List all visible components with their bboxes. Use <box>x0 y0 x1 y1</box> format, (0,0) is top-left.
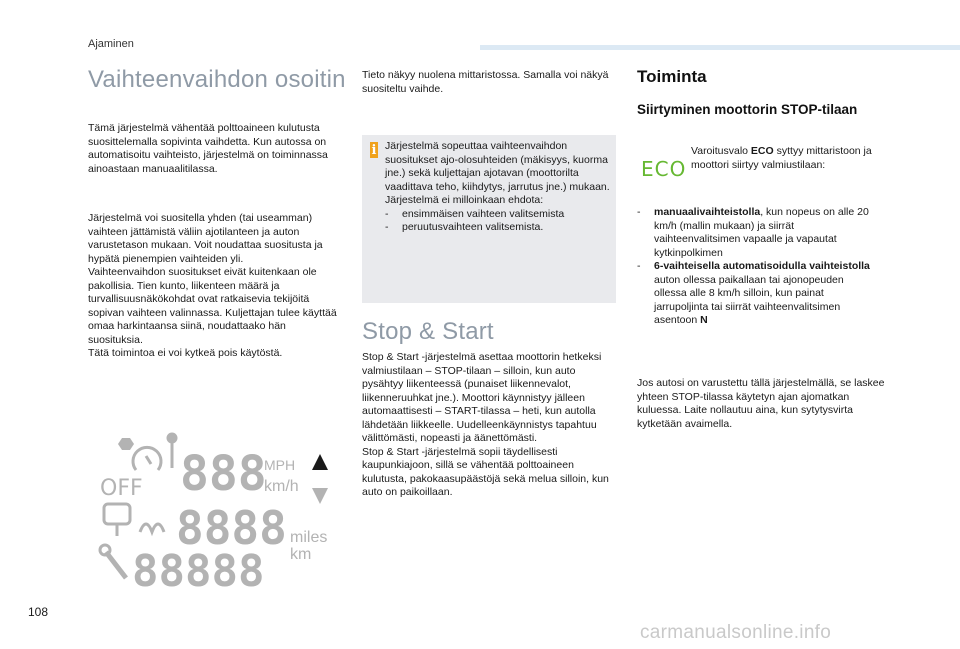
trip-digits: 8888 <box>176 501 287 555</box>
section-label: Ajaminen <box>88 38 134 50</box>
counter-note <box>637 377 889 431</box>
paragraph-text: Tieto näkyy nuolena mittaristossa. Samalla voi näkyä suositeltu vaihde. <box>362 69 609 95</box>
text-run: Varoitusvalo <box>691 145 751 157</box>
text-run-bold: 6-vaihteisella automatisoidulla vaihteistolla <box>654 260 870 272</box>
speed-digits: 888 <box>180 446 267 502</box>
section-title: Toiminta <box>637 67 707 86</box>
info-box-paragraph: Järjestelmä sopeuttaa vaihteenvaihdon suositukset ajo-olosuhteiden (mäkisyys, kuorma jne.) sekä kuljettajan ajotavan (moottorilta vaadittava teho, kiihdytys, jarrutus jne.) mukaan. <box>385 140 610 193</box>
info-box <box>362 135 616 303</box>
paragraph-text: Stop & Start -järjestelmä asettaa moottorin hetkeksi valmiustilaan – STOP-tilaan – silloin, kun auto pysähtyy liikenteessä (punaiset liikennevalot, liikenneruuhkat jne.). Moottori käynnistyy jälleen automaattisesti – START-tilassa – heti, kun autolla lähdetään liikkeelle. Uudelleenkäynnistys tapahtuu välittömästi, nopeasti ja äänettömästi. <box>362 351 602 444</box>
gear-up-arrow-icon <box>312 454 328 470</box>
page-number: 108 <box>28 605 49 619</box>
stop-mode-list <box>637 206 877 328</box>
info-box-paragraph: Järjestelmä ei milloinkaan ehdota: <box>385 194 544 206</box>
recommendation-paragraph <box>88 212 342 361</box>
cluster-miles-label: miles <box>290 529 328 546</box>
cluster-mph-label: MPH <box>264 457 296 473</box>
coil-icon <box>140 524 164 532</box>
text-run-bold: manuaalivaihteistolla <box>654 206 761 218</box>
watermark: carmanualsonline.info <box>640 622 832 643</box>
info-icon: i <box>371 143 377 158</box>
list-item: - peruutusvaihteen valitsemista. <box>385 221 610 235</box>
header-bar <box>480 45 960 50</box>
info-box-list <box>385 208 610 235</box>
tyre-pressure-icon <box>133 447 161 470</box>
cluster-km-label: km <box>290 546 312 563</box>
stop-start-body <box>362 351 618 500</box>
paragraph-line: Järjestelmä voi suositella yhden (tai useamman) vaihteen jättämistä väliin ajotilanteen ja auton varustetason mukaan. Voit noudattaa suositusta ja hypätä pienempien vaihteiden yli. <box>88 212 323 265</box>
glow-plug-icon <box>104 504 130 536</box>
odometer-digits: 88888 <box>132 546 265 590</box>
instrument-cluster-illustration <box>96 428 338 590</box>
list-item: - ensimmäisen vaihteen valitsemista <box>385 208 610 222</box>
stop-start-title: Stop & Start <box>362 318 494 345</box>
eco-warning-text <box>691 145 901 172</box>
intro-paragraph <box>88 122 338 176</box>
service-wrench-icon <box>118 438 134 450</box>
gear-down-arrow-icon <box>312 488 328 504</box>
subsection-title: Siirtyminen moottorin STOP-tilaan <box>637 102 858 117</box>
paragraph-line: Vaihteenvaihdon suositukset eivät kuitenkaan ole pakollisia. Tien kunto, liikenteen määrä ja turvallisuusnäkökohdat ovat ratkaisevia tekijöitä sopivan vaihteen valinnassa. Kuljettajan tulee käyttää omaa harkintaansa siinä, noudattaako hän suosituksia. <box>88 266 337 346</box>
cluster-off-label: OFF <box>100 476 143 501</box>
lock-key-icon <box>168 434 176 468</box>
list-item <box>637 260 877 328</box>
text-run: syttyy mittaristoon ja moottori siirtyy valmiustilaan: <box>691 145 872 171</box>
page-title: Vaihteenvaihdon osoitin <box>88 66 346 93</box>
cluster-kmh-label: km/h <box>264 478 299 495</box>
info-box-text <box>385 140 610 235</box>
text-run-bold: ECO <box>750 145 774 157</box>
paragraph-text: Jos autosi on varustettu tällä järjestelmällä, se laskee yhteen STOP-tilassa käytetyn ajan ajomatkan kuluessa. Laite nollautuu aina, kun sytytysvirta kytketään avaimella. <box>637 377 885 430</box>
condition-list <box>637 206 877 328</box>
wrench-icon <box>100 545 126 578</box>
eco-warning-icon: ECO <box>641 157 687 181</box>
text-run: , kun nopeus on alle 20 km/h (mallin mukaan) ja siirrät vaihteenvalitsimen vapaalle ja vapautat kytkinpolkimen <box>654 206 869 259</box>
list-item <box>637 206 877 260</box>
paragraph-text: Tämä järjestelmä vähentää polttoaineen kulutusta suosittelemalla sopivinta vaihdetta. Kun autossa on automatisoitu vaihteisto, järjestelmä on toiminnassa ainoastaan manuaalitilassa. <box>88 122 328 175</box>
text-run: auton ollessa paikallaan tai ajonopeuden ollessa alle 8 km/h silloin, kun painat jarrupoljinta tai siirrät vaihteenvalitsimen asentoon <box>654 273 844 326</box>
text-run-bold: N <box>700 314 708 326</box>
display-info-paragraph <box>362 69 618 96</box>
paragraph-text: Stop & Start -järjestelmä sopii täydellisesti kaupunkiajoon, sillä se vähentää polttoaineen kulutusta, pakokaasupäästöjä sekä melua silloin, kun auto on paikoillaan. <box>362 445 609 498</box>
paragraph-line: Tätä toimintoa ei voi kytkeä pois käytöstä. <box>88 347 283 359</box>
